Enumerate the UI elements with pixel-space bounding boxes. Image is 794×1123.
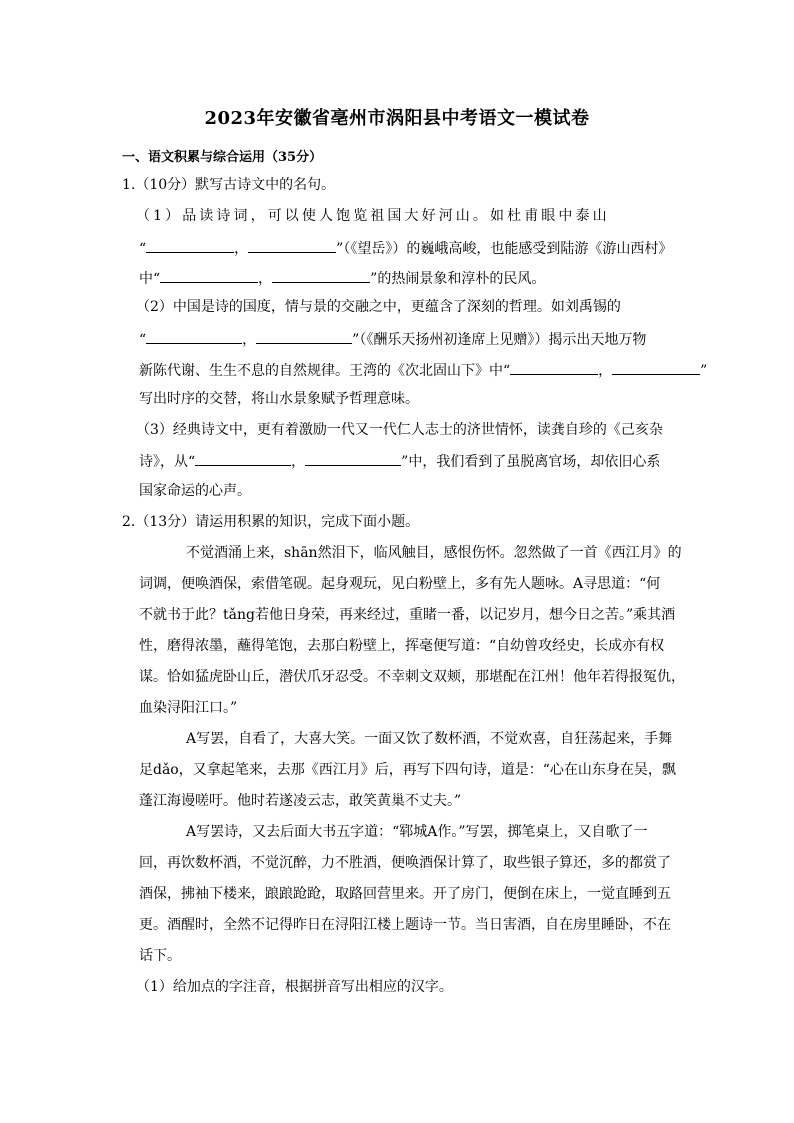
answer-blank[interactable] <box>195 451 291 466</box>
q1-part3-line1: （3）经典诗文中，更有着激励一代又一代仁人志士的济世情怀，读龚自珍的《己亥杂 <box>136 422 663 438</box>
q1-part2-line4: 写出时序的交替，将山水景象赋予哲理意味。 <box>139 391 419 407</box>
section-heading: 一、语文积累与综合运用（35分） <box>122 150 323 165</box>
q1-part1-line3: 中“ ， ”的热闹景象和淳朴的民风。 <box>139 268 545 288</box>
answer-blank[interactable] <box>305 451 401 466</box>
passage-line: 蓬江海谩嗟吁。他时若遂凌云志，敢笑黄巢不丈夫。” <box>139 793 462 809</box>
passage-line: A写罢，自看了，大喜大笑。一面又饮了数杯酒，不觉欢喜，自狂荡起来，手舞 <box>186 731 673 747</box>
q1-part3-line2: 诗》，从“ ， ”中，我们看到了虽脱离官场，却依旧心系 <box>139 451 660 471</box>
passage-line: A写罢诗，又去后面大书五字道：“郓城A作。”写罢，掷笔桌上，又自歌了一 <box>186 824 648 840</box>
passage-line: 性，磨得浓墨，蘸得笔饱，去那白粉壁上，挥毫便写道：“自幼曾攻经史，长成亦有权 <box>139 638 665 654</box>
answer-blank[interactable] <box>510 360 598 375</box>
passage-line: 话下。 <box>139 948 181 964</box>
passage-line: 不就书于此？tǎng若他日身荣，再来经过，重睹一番，以记岁月，想今日之苦。”乘其酒 <box>139 607 676 623</box>
answer-blank[interactable] <box>248 238 336 253</box>
answer-blank[interactable] <box>256 329 352 344</box>
question-1-heading: 1.（10分）默写古诗文中的名句。 <box>122 177 336 193</box>
q2-subquestion-1: （1）给加点的字注音，根据拼音写出相应的汉字。 <box>136 979 453 995</box>
passage-line: 谋。恰如猛虎卧山丘，潜伏爪牙忍受。不幸刺文双颊，那堪配在江州！他年若得报冤仇， <box>139 669 685 685</box>
answer-blank[interactable] <box>272 268 370 283</box>
passage-line: 更。酒醒时，全然不记得昨日在浔阳江楼上题诗一节。当日害酒，自在房里睡卧，不在 <box>139 917 671 933</box>
answer-blank[interactable] <box>146 329 242 344</box>
answer-blank[interactable] <box>160 268 258 283</box>
answer-blank[interactable] <box>612 360 700 375</box>
q1-part1-line2: “ ， ”（《望岳》）的巍峨高峻，也能感受到陆游《游山西村》 <box>139 238 672 258</box>
question-2-heading: 2.（13分）请运用积累的知识，完成下面小题。 <box>122 514 420 530</box>
q1-part2-line2: “ ， ”（《酬乐天扬州初逢席上见赠》）揭示出天地万物 <box>139 329 646 349</box>
passage-line: 足dǎo，又拿起笔来，去那《西江月》后，再写下四句诗，道是：“心在山东身在吴，飘 <box>139 762 676 778</box>
passage-line: 不觉酒涌上来，shān然泪下，临风触目，感恨伤怀。忽然做了一首《西江月》的 <box>186 545 682 561</box>
q1-part2-line3: 新陈代谢、生生不息的自然规律。王湾的《次北固山下》中“ ， ” <box>139 360 707 380</box>
q1-part3-line3: 国家命运的心声。 <box>139 483 251 499</box>
answer-blank[interactable] <box>146 238 234 253</box>
passage-line: 回，再饮数杯酒，不觉沉醉，力不胜酒，便唤酒保计算了，取些银子算还，多的都赏了 <box>139 855 671 871</box>
q1-part2-line1: （2）中国是诗的国度，情与景的交融之中，更蕴含了深刻的哲理。如刘禹锡的 <box>136 299 621 315</box>
page-title: 2023年安徽省亳州市涡阳县中考语文一模试卷 <box>204 108 590 129</box>
q1-part1-line1: （1）品读诗词，可以使人饱览祖国大好河山。如杜甫眼中泰山 <box>136 208 610 224</box>
passage-line: 血染浔阳江口。” <box>139 700 238 716</box>
passage-line: 词调，便唤酒保，索借笔砚。起身观玩，见白粉壁上，多有先人题咏。A寻思道：“何 <box>139 576 661 592</box>
passage-line: 酒保，拂袖下楼来，踉踉跄跄，取路回营里来。开了房门，便倒在床上，一觉直睡到五 <box>139 886 671 902</box>
